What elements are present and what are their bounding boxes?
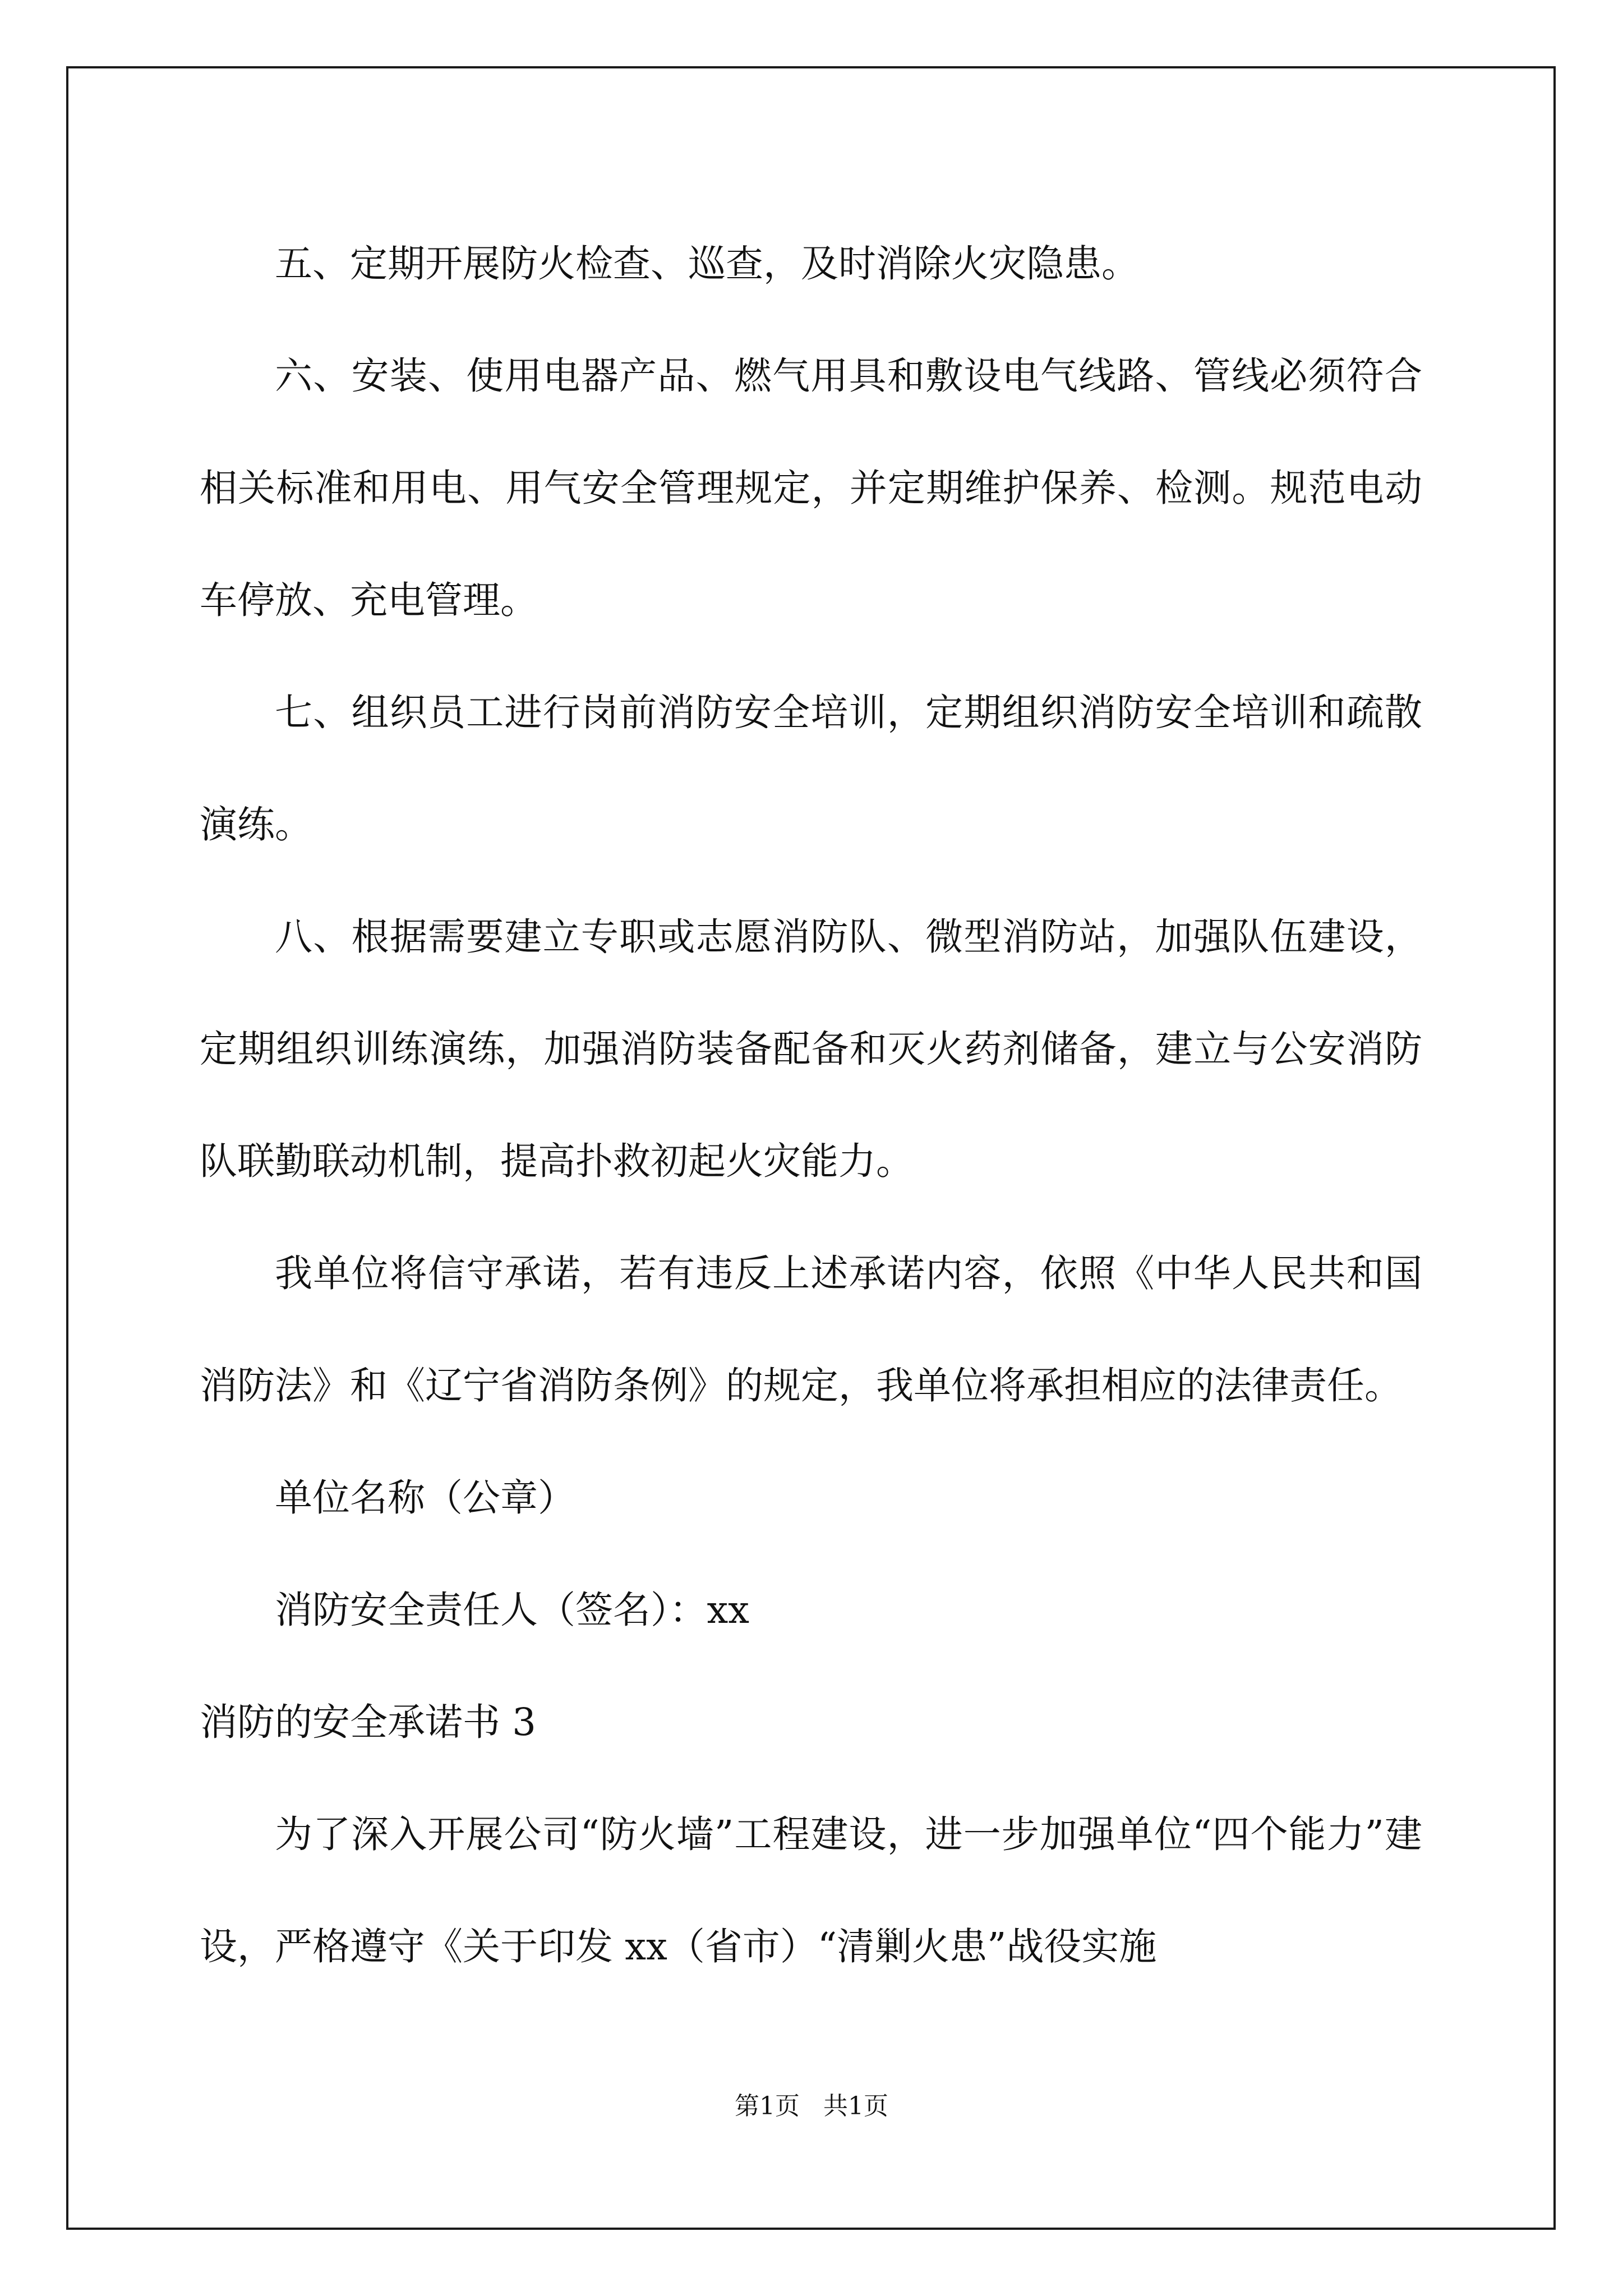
- paragraph-item-6: 六、安装、使用电器产品、燃气用具和敷设电气线路、管线必须符合相关标准和用电、用气安全管理规定，并定期维护保养、检测。规范电动车停放、充电管理。: [200, 354, 1422, 622]
- paragraph-item-8: 八、根据需要建立专职或志愿消防队、微型消防站，加强队伍建设，定期组织训练演练，加强消防装备配备和灭火药剂储备，建立与公安消防队联勤联动机制，提高扑救初起火灾能力。: [200, 915, 1422, 1183]
- paragraph-item-7: 七、组织员工进行岗前消防安全培训，定期组织消防安全培训和疏散演练。: [200, 691, 1422, 846]
- page-footer: 第1页 共1页: [735, 2092, 888, 2120]
- paragraph-intro: 为了深入开展公司“防火墙”工程建设，进一步加强单位“四个能力”建设，严格遵守《关于印发 xx（省市）“清剿火患”战役实施: [200, 1812, 1422, 1968]
- paragraph-commitment: 我单位将信守承诺，若有违反上述承诺内容，依照《中华人民共和国消防法》和《辽宁省消防条例》的规定，我单位将承担相应的法律责任。: [200, 1251, 1422, 1407]
- section-heading: 消防的安全承诺书 3: [200, 1700, 536, 1744]
- paragraph-item-5: 五、定期开展防火检查、巡查，及时消除火灾隐患。: [275, 242, 1139, 286]
- document-body: [200, 208, 1422, 2003]
- signature-line: 消防安全责任人（签名）：xx: [275, 1588, 750, 1632]
- unit-name-line: 单位名称（公章）: [275, 1476, 575, 1520]
